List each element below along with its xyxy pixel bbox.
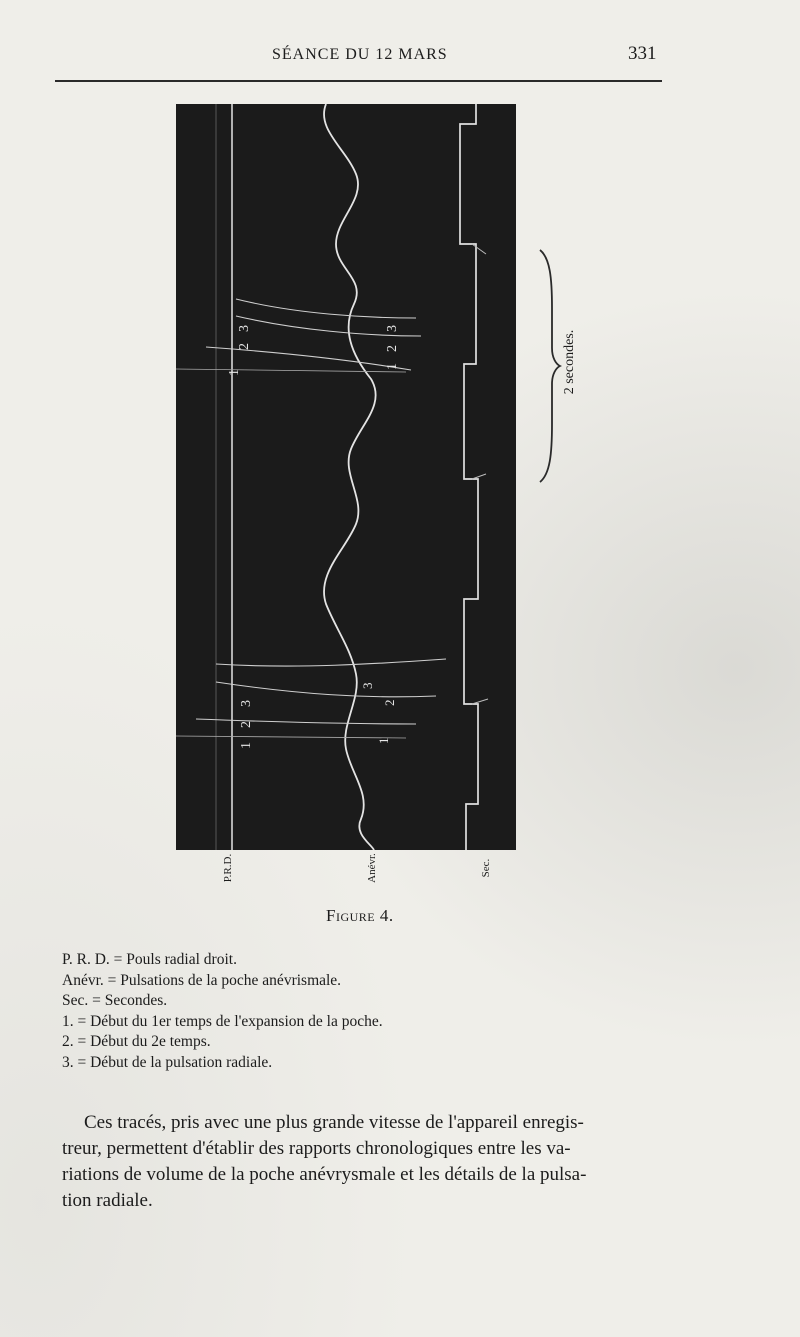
legend-line: 3. = Début de la pulsation radiale. [62, 1053, 273, 1071]
mark-top-left-1: 1 [227, 369, 242, 376]
mark-top-left-3: 3 [237, 325, 252, 332]
mark-top-center-3: 3 [385, 325, 400, 332]
kymograph-figure [176, 104, 516, 850]
trace-label-sec: Sec. [480, 858, 492, 878]
body-line [62, 1110, 662, 1136]
mark-bottom-left-1: 1 [239, 742, 254, 749]
legend-line: Anévr. = Pulsations de la poche anévrismale. [62, 971, 342, 989]
body-line: treur, permettent d'établir des rapports chronologiques entre les va- [62, 1138, 571, 1159]
mark-bottom-left-3: 3 [239, 700, 254, 707]
page-number: 331 [628, 43, 657, 64]
running-title: SÉANCE DU 12 MARS [272, 46, 448, 63]
mark-top-center-2: 2 [385, 345, 400, 352]
brace-icon [538, 248, 562, 484]
body-paragraph [62, 1110, 662, 1214]
mark-bottom-left-2: 2 [239, 721, 254, 728]
legend-line: 2. = Début du 2e temps. [62, 1033, 211, 1050]
mark-bottom-center-2: 2 [382, 699, 397, 706]
mark-top-center-1: 1 [385, 363, 400, 370]
kymograph-plate [176, 104, 516, 850]
body-line: riations de volume de la poche anévrysmale et les détails de la pulsa- [62, 1164, 587, 1185]
figure-legend [62, 950, 662, 1073]
trace-label-anevr: Anévr. [366, 853, 378, 883]
header-rule [55, 80, 662, 82]
legend-line: P. R. D. = Pouls radial droit. [62, 951, 237, 968]
legend-line: Sec. = Secondes. [62, 992, 168, 1009]
body-line: tion radiale. [62, 1190, 153, 1211]
interval-label: 2 secondes. [562, 329, 577, 395]
mark-bottom-center-3: 3 [360, 682, 375, 689]
mark-top-left-2: 2 [237, 343, 252, 350]
figure-caption: Figure 4. [326, 906, 394, 925]
body-line-text: Ces tracés, pris avec une plus grande vitesse de l'appareil enregis- [84, 1112, 584, 1133]
trace-label-prd: P.R.D. [222, 853, 234, 883]
legend-line: 1. = Début du 1er temps de l'expansion de la poche. [62, 1012, 383, 1030]
mark-bottom-center-1: 1 [376, 737, 391, 744]
